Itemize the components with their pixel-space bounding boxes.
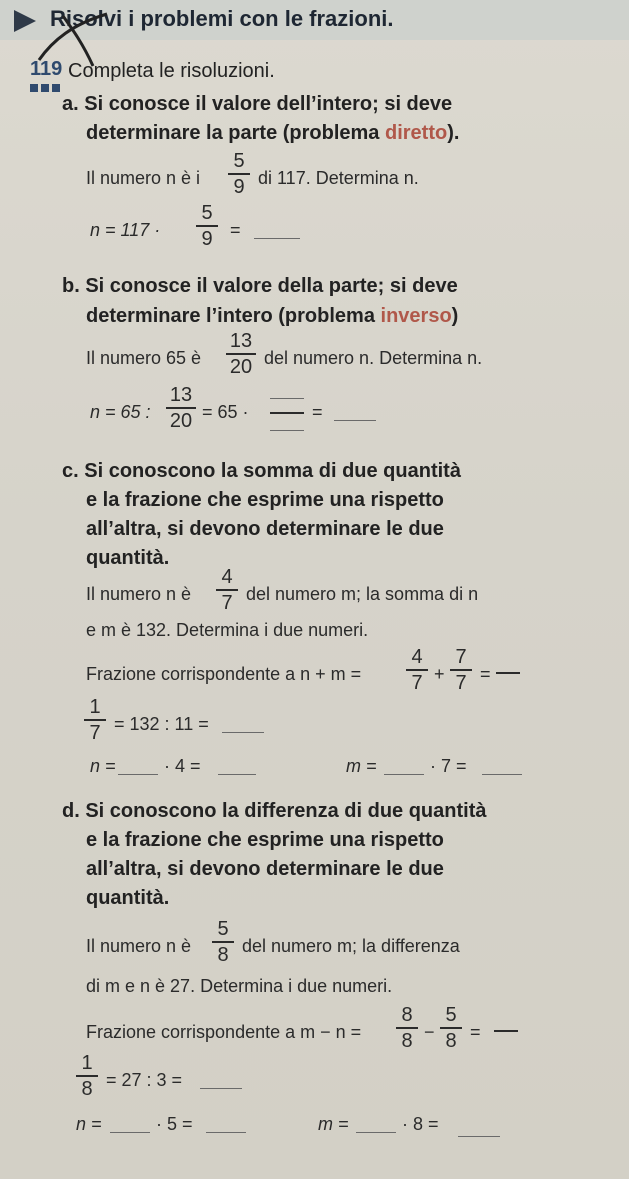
part-c-line1: c. Si conoscono la somma di due quantità [62,460,461,482]
part-c-unit-answer-blank[interactable] [222,732,264,733]
part-c-m-mult: · 7 = [430,756,467,776]
part-d-line4: quantità. [86,887,170,909]
part-c-m-blank1[interactable] [384,774,424,775]
part-c-corr-fraction1: 4 7 [406,646,428,694]
part-d-minus: − [424,1022,435,1042]
part-d-unit-fraction: 1 8 [76,1052,98,1100]
part-d-line3: all’altra, si devono determinare le due [86,858,444,880]
part-b-calc-left: n = 65 : [90,402,151,422]
part-c-line3: all’altra, si devono determinare le due [86,518,444,540]
part-d-n-mult: · 5 = [156,1114,193,1134]
part-a-answer-blank[interactable] [254,238,300,239]
part-b-statement-post: del numero n. Determina n. [264,348,483,368]
part-c-plus: + [434,664,445,684]
part-a-statement-post: di 117. Determina n. [258,168,419,188]
part-d-unit-answer-blank[interactable] [200,1088,242,1089]
part-d-statement-pre: Il numero n è [86,936,192,956]
part-c-n-mult: · 4 = [164,756,201,776]
part-b-fraction-num-blank[interactable] [270,398,304,399]
part-c-corr-eq: = [480,664,491,684]
part-a-statement-pre: Il numero n è i [86,168,201,188]
part-d-corr-label: Frazione corrispondente a m − n = [86,1022,362,1042]
part-d-m-blank2[interactable] [458,1136,500,1137]
part-c-m-label: m = [346,756,377,776]
part-c-unit-fraction: 1 7 [84,696,106,744]
part-a-calc-left: n = 117 · [90,220,161,240]
section-title: Risolvi i problemi con le frazioni. [50,6,394,31]
part-d-corr-fraction1: 8 8 [396,1004,418,1052]
part-c-n-blank1[interactable] [118,774,158,775]
part-b-fraction-den-blank[interactable] [270,430,304,431]
part-d-m-label: m = [318,1114,349,1134]
part-a-calc-eq: = [230,220,241,240]
part-c-corr-fraction2: 7 7 [450,646,472,694]
part-c-corr-label: Frazione corrispondente a n + m = [86,664,362,684]
part-d-statement-line2: di m e n è 27. Determina i due numeri. [86,976,393,996]
part-c-statement-post: del numero m; la somma di n [246,584,479,604]
part-d-corr-eq: = [470,1022,481,1042]
part-d-m-mult: · 8 = [402,1114,439,1134]
part-d-n-label: n = [76,1114,102,1134]
part-d-line1: d. Si conoscono la differenza di due quantità [62,800,487,822]
part-d-line2: e la frazione che esprime una rispetto [86,829,444,851]
part-c-line4: quantità. [86,547,170,569]
part-d-corr-blank-bar[interactable] [494,1030,518,1032]
part-a-line2: determinare la parte (problema diretto). [86,122,460,144]
part-b-fraction: 13 20 [226,330,256,378]
part-d-n-blank2[interactable] [206,1132,246,1133]
part-d-fraction: 5 8 [212,918,234,966]
part-b-line2: determinare l’intero (problema inverso) [86,305,459,327]
part-c-statement-line2: e m è 132. Determina i due numeri. [86,620,369,640]
part-d-unit-calc: = 27 : 3 = [106,1070,183,1090]
part-c-corr-blank-bar[interactable] [496,672,520,674]
part-c-fraction: 4 7 [216,566,238,614]
part-d-corr-fraction2: 5 8 [440,1004,462,1052]
part-c-n-blank2[interactable] [218,774,256,775]
part-a-line1: a. Si conosce il valore dell’intero; si deve [62,93,453,115]
part-c-m-blank2[interactable] [482,774,522,775]
part-a-calc-fraction: 5 9 [196,202,218,250]
part-b-calc-fraction: 13 20 [166,384,196,432]
part-b-calc-eq: = [312,402,323,422]
part-d-statement-post: del numero m; la differenza [242,936,460,956]
part-d-m-blank1[interactable] [356,1132,396,1133]
part-b-fraction-bar [270,412,304,414]
exercise-instruction: Completa le risoluzioni. [68,60,275,82]
part-a-fraction: 5 9 [228,150,250,198]
part-c-statement-pre: Il numero n è [86,584,192,604]
part-c-n-label: n = [90,756,116,776]
exercise-number: 119 [30,58,63,80]
part-d-n-blank1[interactable] [110,1132,150,1133]
part-c-line2: e la frazione che esprime una rispetto [86,489,444,511]
part-b-calc-mid: = 65 · [202,402,249,422]
part-b-statement-pre: Il numero 65 è [86,348,202,368]
part-c-unit-calc: = 132 : 11 = [114,714,209,734]
part-b-line1: b. Si conosce il valore della parte; si deve [62,275,458,297]
difficulty-squares [30,84,60,92]
part-b-answer-blank[interactable] [334,420,376,421]
